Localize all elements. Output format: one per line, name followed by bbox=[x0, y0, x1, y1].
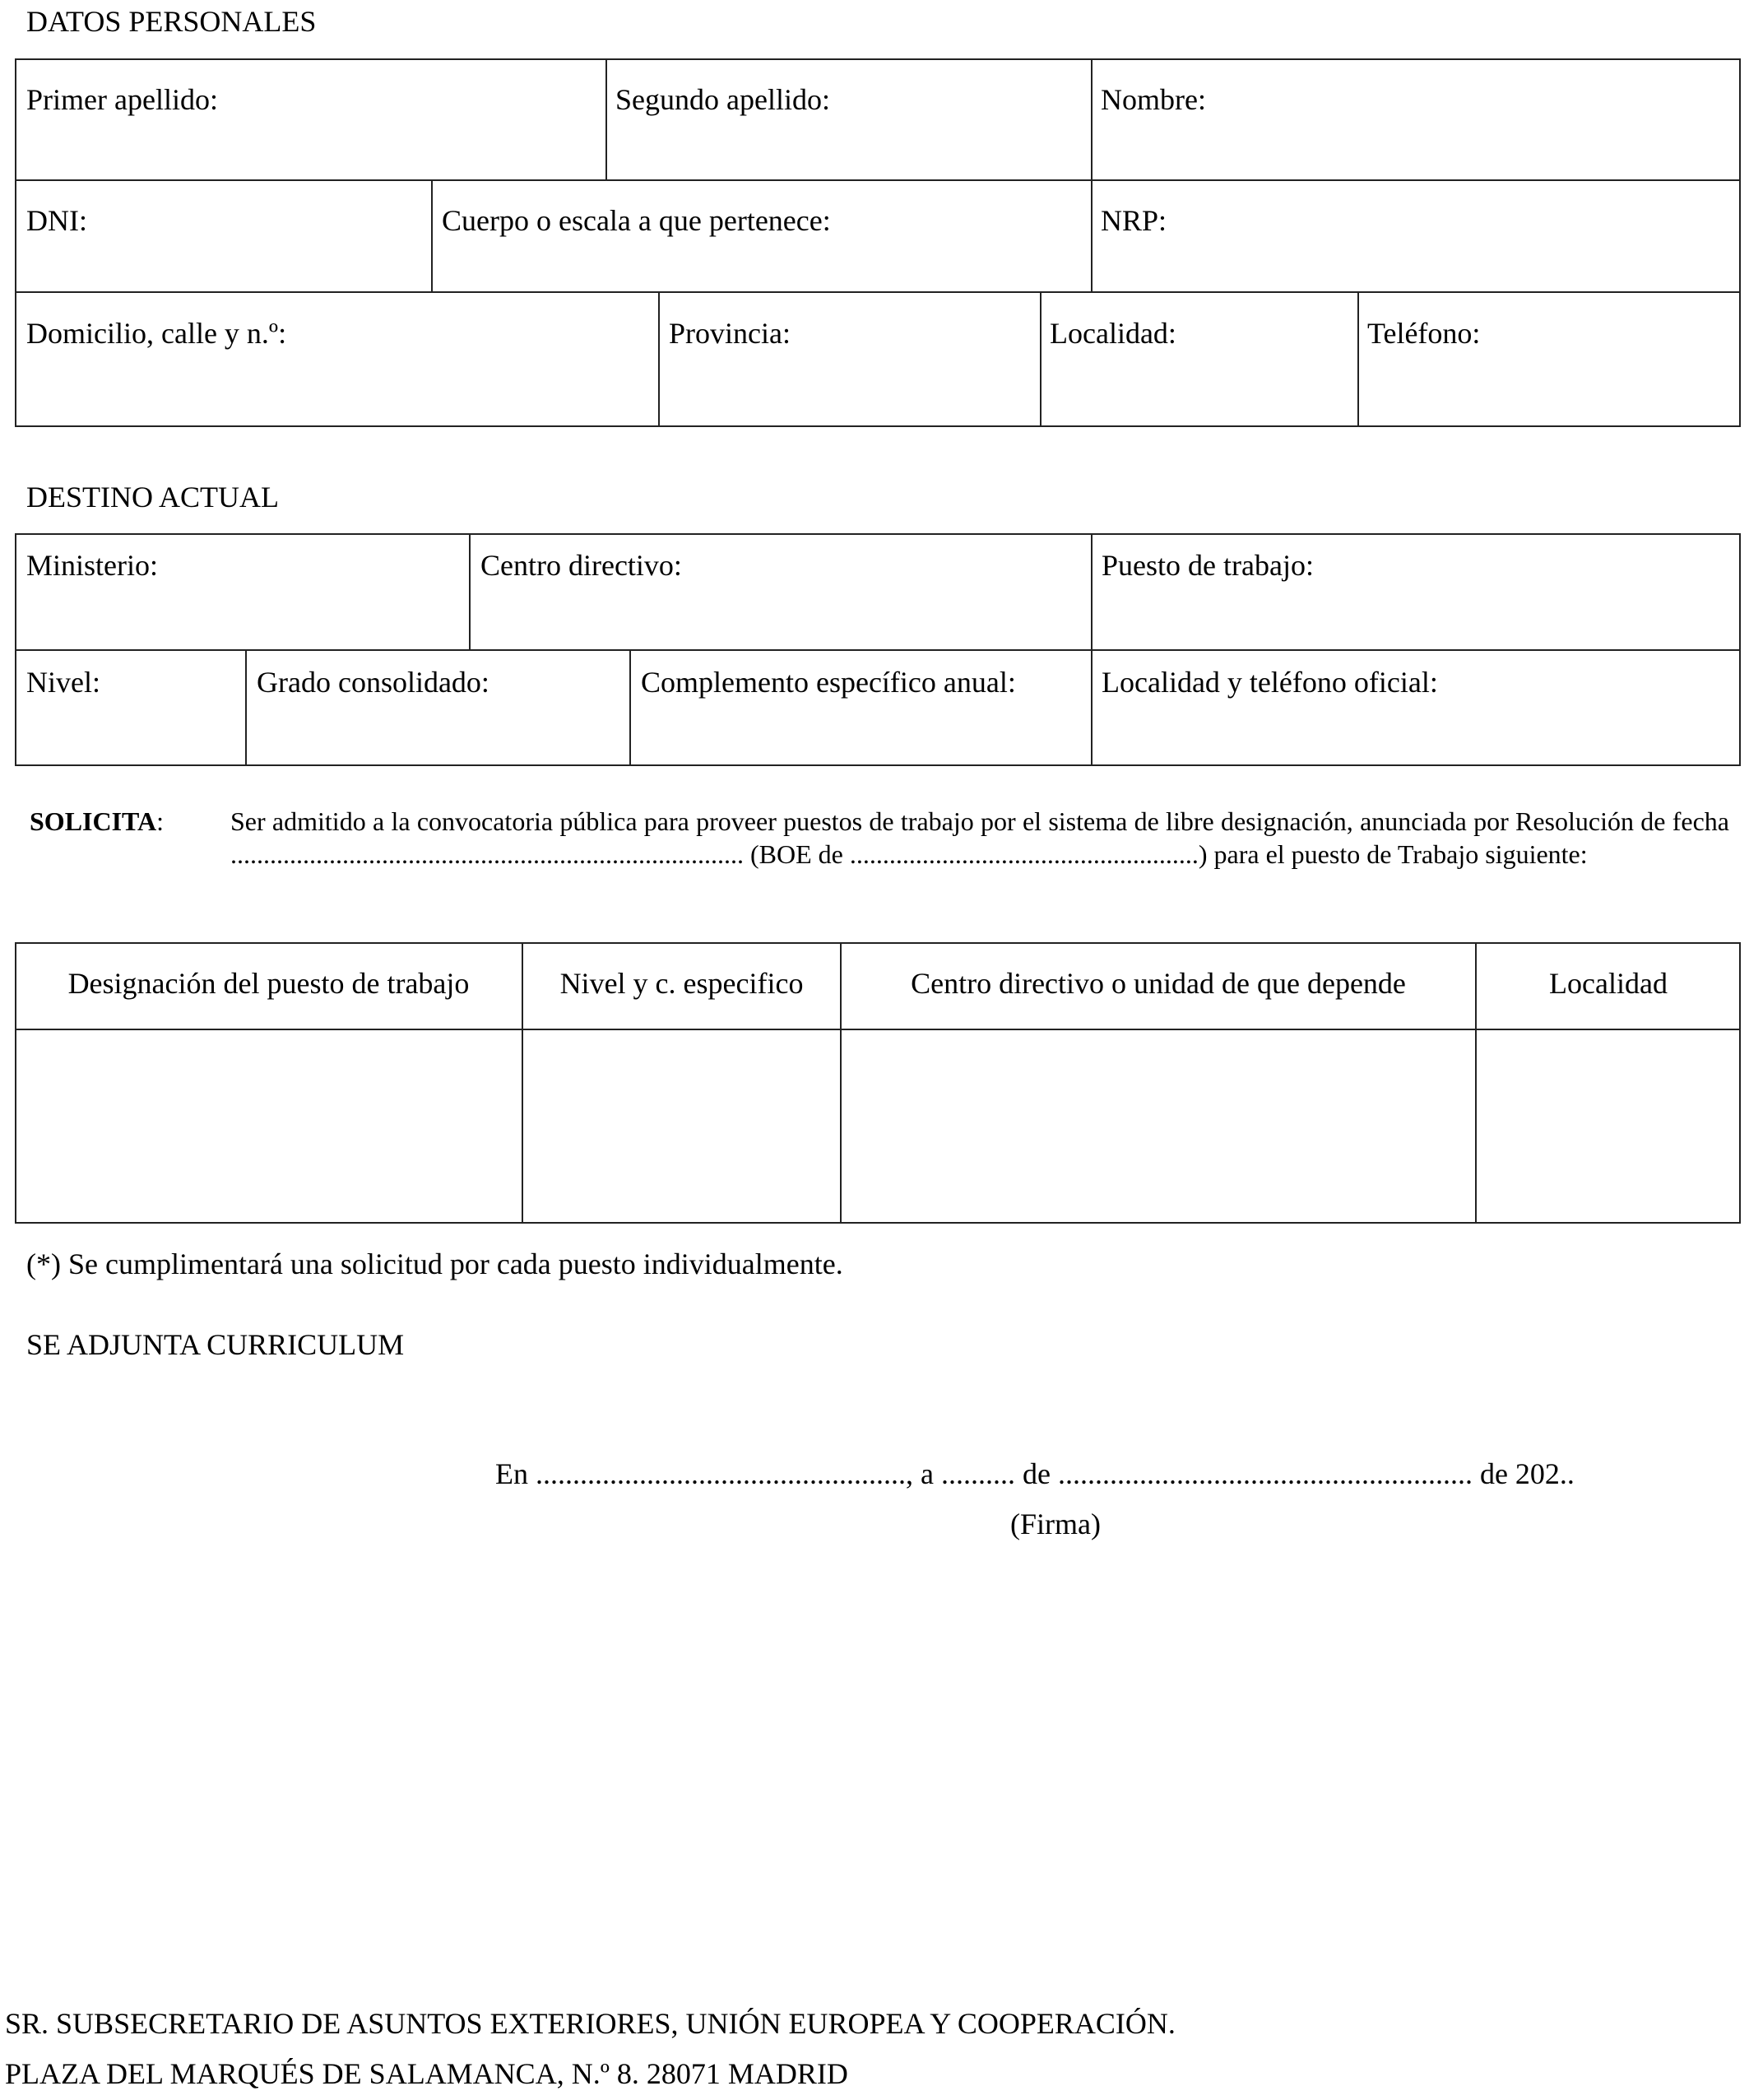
fecha-lugar-line[interactable]: En .................................................., a .......... de ........................................................ de 202.. bbox=[495, 1457, 1575, 1490]
puesto-header: Designación del puesto de trabajo bbox=[67, 967, 470, 1000]
telefono-field[interactable]: Teléfono: bbox=[1367, 317, 1481, 350]
divider bbox=[658, 291, 660, 427]
adjunta-curriculum: SE ADJUNTA CURRICULUM bbox=[26, 1328, 405, 1361]
localidad-cell[interactable] bbox=[1478, 1030, 1739, 1222]
localidad-field[interactable]: Localidad: bbox=[1050, 317, 1176, 350]
centro-directivo-cell[interactable] bbox=[842, 1030, 1473, 1222]
nombre-field[interactable]: Nombre: bbox=[1101, 83, 1206, 116]
designacion-cell[interactable] bbox=[16, 1030, 520, 1222]
nivel-especifico-cell[interactable] bbox=[524, 1030, 838, 1222]
cuerpo-field[interactable]: Cuerpo o escala a que pertenece: bbox=[442, 204, 831, 237]
datos-personales-title: DATOS PERSONALES bbox=[26, 5, 317, 38]
solicita-label bbox=[30, 805, 164, 838]
solicita-text: Ser admitido a la convocatoria pública para proveer puestos de trabajo por el sistema de libre designación, anunciada por Resolución de fecha .............................................................................. (BOE de .....................................................) para el puesto de Trabajo siguiente: bbox=[230, 806, 1729, 869]
destinatario-line-1: SR. SUBSECRETARIO DE ASUNTOS EXTERIORES, UNIÓN EUROPEA Y COOPERACIÓN. bbox=[5, 2007, 1176, 2040]
divider bbox=[15, 179, 1741, 181]
dni-field[interactable]: DNI: bbox=[26, 204, 87, 237]
puesto-header: Centro directivo o unidad de que depende bbox=[911, 967, 1406, 1000]
nivel-field[interactable]: Nivel: bbox=[26, 666, 100, 699]
datos-personales-table bbox=[15, 58, 1741, 427]
divider bbox=[1091, 533, 1093, 650]
divider bbox=[1357, 291, 1359, 427]
provincia-field[interactable]: Provincia: bbox=[669, 317, 791, 350]
solicita-label-text: SOLICITA bbox=[30, 806, 157, 836]
divider bbox=[15, 649, 1741, 651]
puesto-trabajo-field[interactable]: Puesto de trabajo: bbox=[1102, 549, 1314, 582]
primer-apellido-field[interactable]: Primer apellido: bbox=[26, 83, 218, 116]
divider bbox=[15, 291, 1741, 293]
puesto-header: Localidad bbox=[1549, 967, 1668, 1000]
centro-directivo-field[interactable]: Centro directivo: bbox=[480, 549, 682, 582]
ministerio-field[interactable]: Ministerio: bbox=[26, 549, 158, 582]
puesto-header: Nivel y c. especifico bbox=[559, 967, 804, 1000]
nrp-field[interactable]: NRP: bbox=[1101, 204, 1167, 237]
divider bbox=[469, 533, 471, 650]
firma-label: (Firma) bbox=[1010, 1508, 1101, 1540]
divider bbox=[1091, 179, 1093, 293]
complemento-especifico-field[interactable]: Complemento específico anual: bbox=[641, 666, 1016, 699]
destino-actual-title: DESTINO ACTUAL bbox=[26, 481, 279, 513]
divider bbox=[605, 58, 607, 180]
divider bbox=[245, 649, 247, 766]
nota-text: (*) Se cumplimentará una solicitud por cada puesto individualmente. bbox=[26, 1247, 843, 1280]
solicita-colon: : bbox=[156, 806, 165, 836]
grado-consolidado-field[interactable]: Grado consolidado: bbox=[257, 666, 489, 699]
divider bbox=[1040, 291, 1042, 427]
domicilio-field[interactable]: Domicilio, calle y n.º: bbox=[26, 317, 287, 350]
divider bbox=[629, 649, 631, 766]
divider bbox=[431, 179, 433, 293]
divider bbox=[1091, 649, 1093, 766]
localidad-telefono-oficial-field[interactable]: Localidad y teléfono oficial: bbox=[1102, 666, 1438, 699]
segundo-apellido-field[interactable]: Segundo apellido: bbox=[615, 83, 830, 116]
destinatario-line-2: PLAZA DEL MARQUÉS DE SALAMANCA, N.º 8. 28071 MADRID bbox=[5, 2057, 848, 2090]
divider bbox=[1091, 58, 1093, 180]
